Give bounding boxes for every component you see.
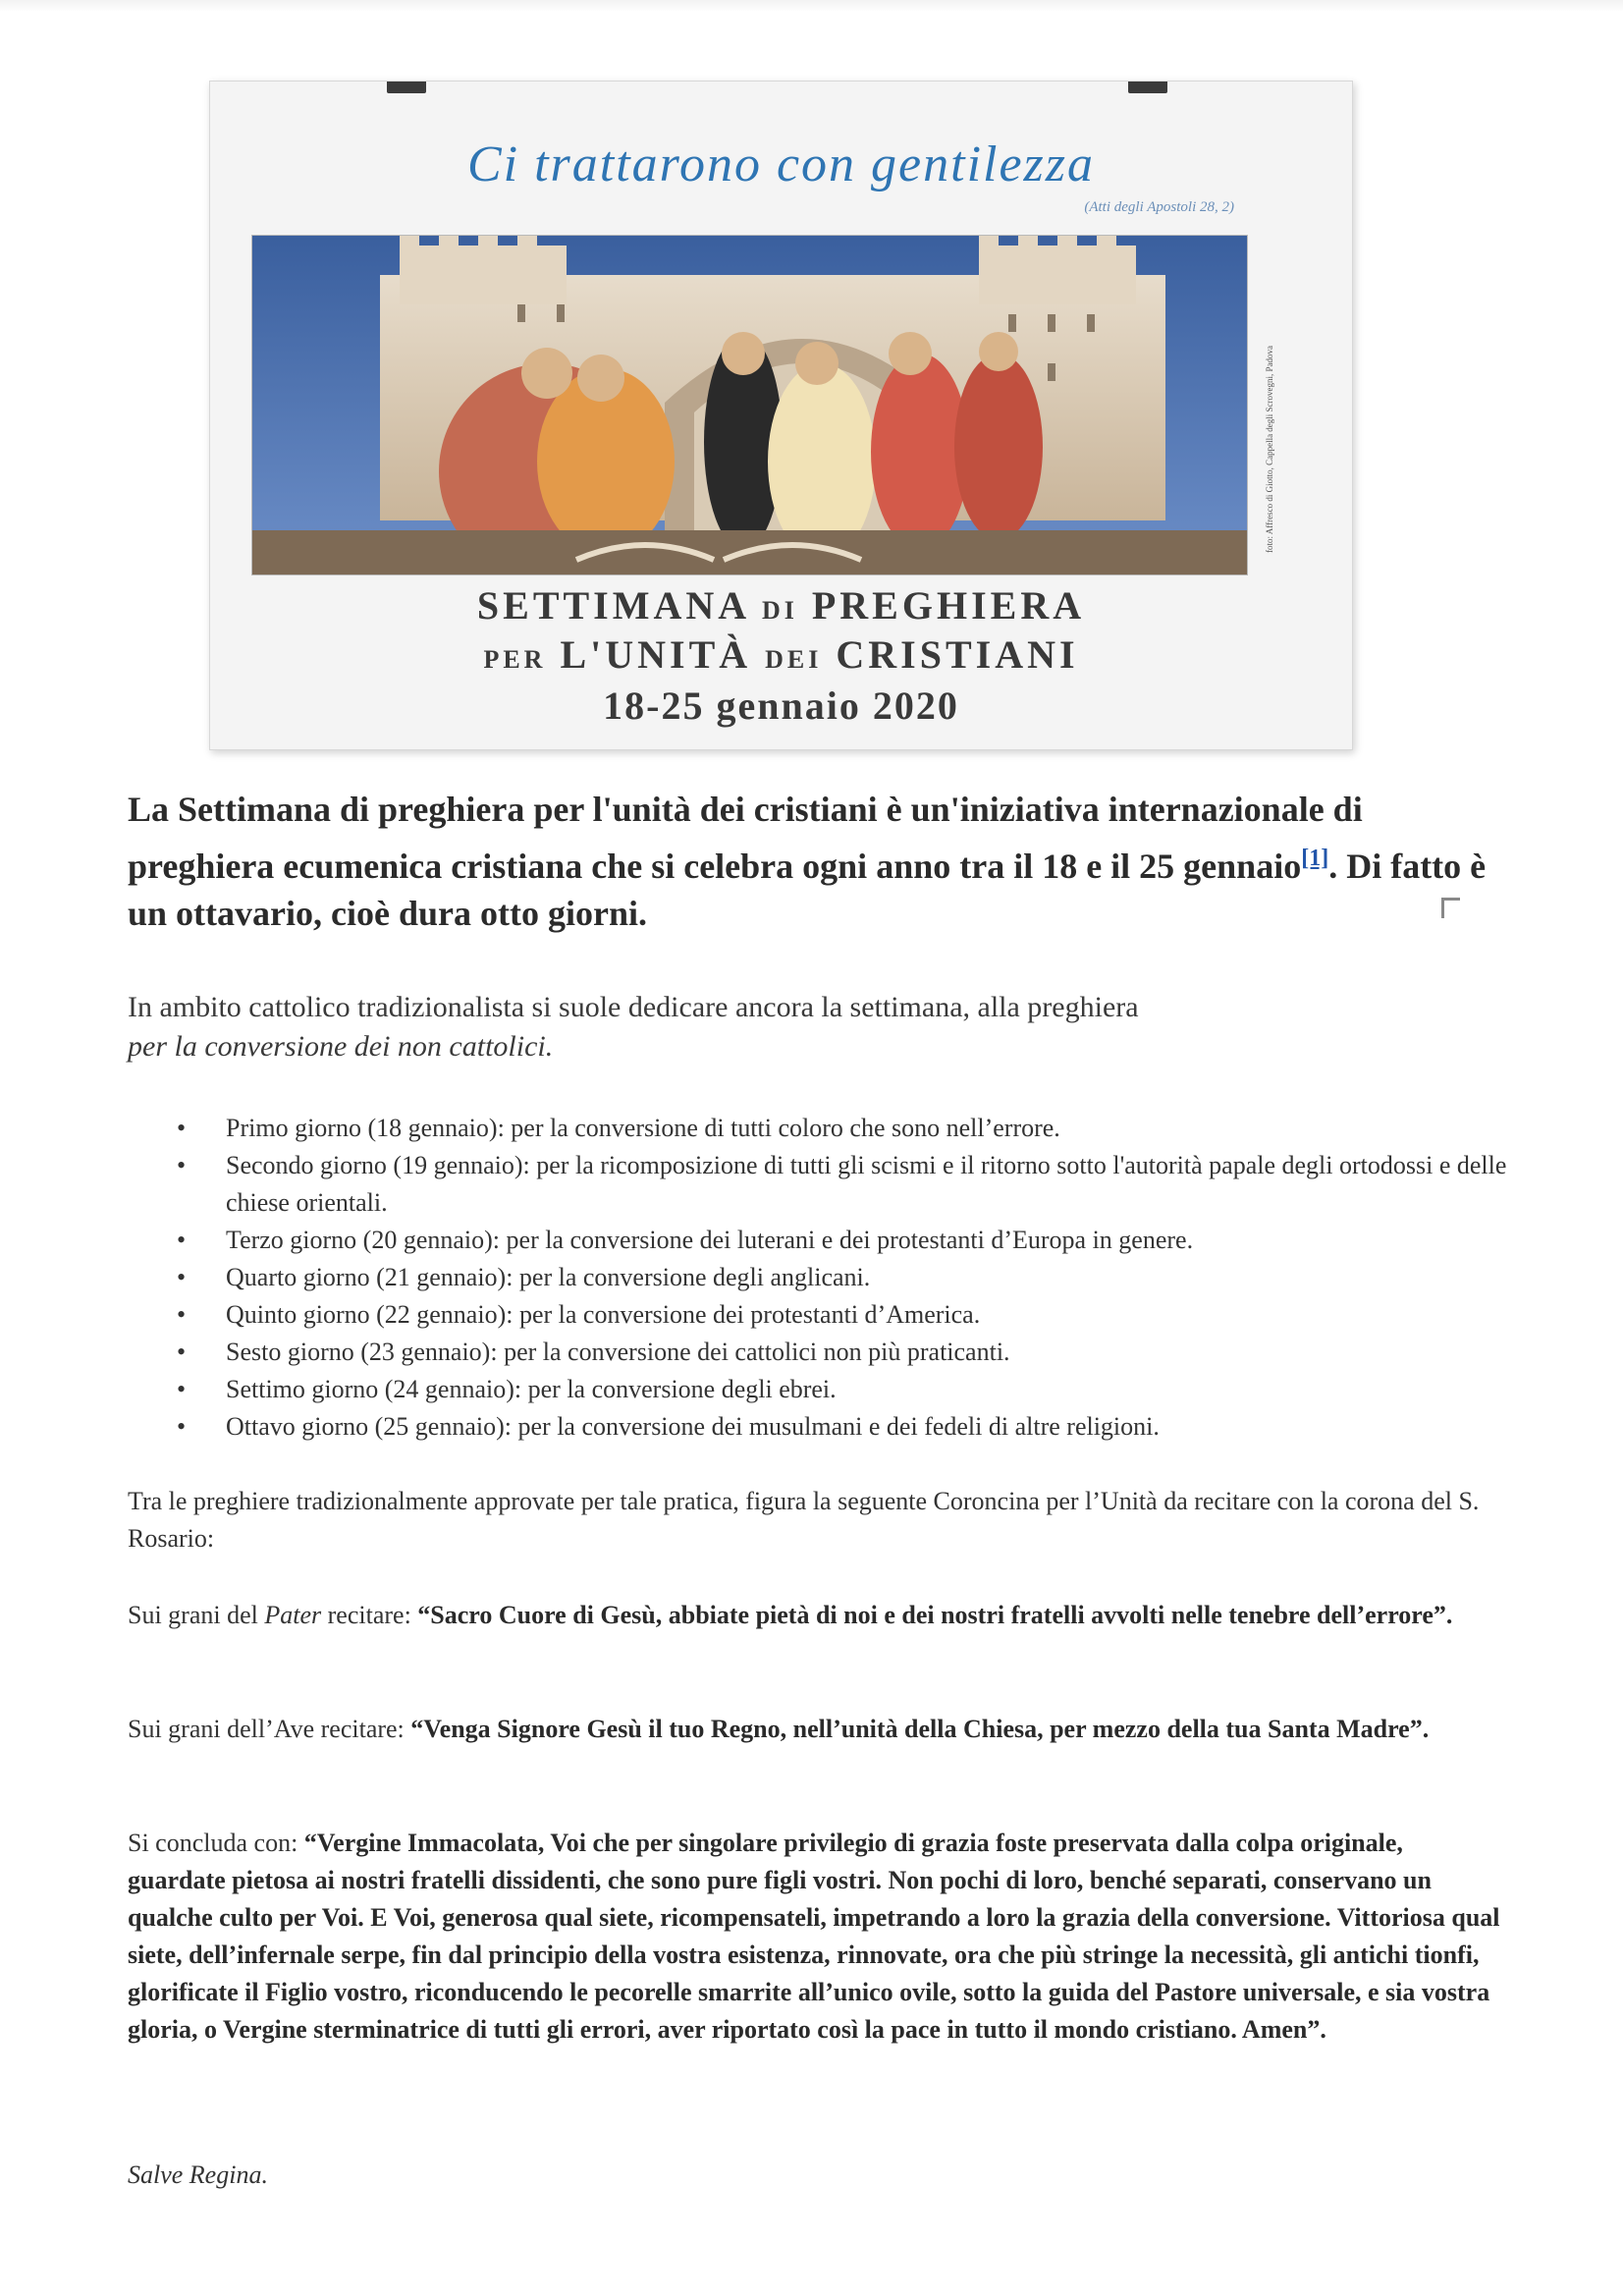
closing-lead: Si concluda con: (128, 1829, 304, 1857)
binder-clip-right-icon (1128, 81, 1167, 93)
pater-prayer: “Sacro Cuore di Gesù, abbiate pietà di noi e dei nostri fratelli avvolti nelle tenebre dell’errore”. (417, 1601, 1453, 1629)
prayers-intro-paragraph: Tra le preghiere tradizionalmente approvate per tale pratica, figura la seguente Coroncina per l’Unità da recitare con la corona del S. Rosario: (128, 1487, 1480, 1553)
ave-lead: Sui grani dell’Ave recitare: (128, 1715, 411, 1743)
intro-paragraph (128, 786, 1502, 937)
closing-prayer-paragraph (128, 1825, 1502, 2049)
list-item: • Quinto giorno (22 gennaio): per la conversione dei protestanti d’America. (177, 1296, 1512, 1334)
poster-heading-word: SETTIMANA (476, 583, 748, 628)
fresco-credit: foto: Affresco di Giotto, Cappella degli Scrovegni, Padova (1265, 345, 1274, 553)
footnote-link[interactable]: [1] (1301, 846, 1329, 871)
traditional-paragraph (128, 988, 1502, 1066)
poster-heading-word: PREGHIERA (811, 583, 1086, 628)
days-list (177, 1110, 1512, 1446)
list-item: • Terzo giorno (20 gennaio): per la conversione dei luterani e dei protestanti d’Europa in genere. (177, 1222, 1512, 1259)
list-item: • Secondo giorno (19 gennaio): per la ricomposizione di tutti gli scismi e il ritorno sotto l'autorità papale degli ortodossi e delle chiese orientali. (177, 1147, 1512, 1222)
poster-heading-line1 (210, 582, 1352, 629)
page-top-edge (0, 0, 1623, 12)
ave-prayer: “Venga Signore Gesù il tuo Regno, nell’unità della Chiesa, per mezzo della tua Santa Madre”. (410, 1715, 1430, 1743)
poster-heading-word: CRISTIANI (836, 632, 1079, 677)
closing-prayer: “Vergine Immacolata, Voi che per singolare privilegio di grazia foste preservata dalla colpa originale, guardate pietosa ai nostri fratelli dissidenti, che sono pure figli vostri. Non pochi di loro, benché separati, conservano un qualche culto per Voi. E Voi, generosa qual siete, ricompensateli, impetrando a loro la grazia della conversione. Vittoriosa qual siete, dell’infernale serpe, fin dal principio della vostra esistenza, rinnovate, ora che più stringe la necessità, gli antichi tionfi, glorificate il Figlio vostro, riconducendo le pecorelle smarrite all’unico ovile, sotto la guida del Pastore universale, e sia vostra gloria, o Vergine sterminatrice di tutti gli errori, aver riportato così la pace in tutto il mondo cristiano. Amen”. (128, 1829, 1500, 2044)
ave-paragraph (128, 1711, 1502, 1748)
intro-text-end: . Di fatto è un ottavario, cioè dura otto giorni. (128, 847, 1487, 933)
salve-regina: Salve Regina. (128, 2160, 268, 2189)
pater-lead-end: recitare: (321, 1601, 418, 1629)
list-item: • Primo giorno (18 gennaio): per la conversione di tutti coloro che sono nell’errore. (177, 1110, 1512, 1147)
list-item: • Sesto giorno (23 gennaio): per la conversione dei cattolici non più praticanti. (177, 1334, 1512, 1371)
poster-heading-line2 (210, 631, 1352, 678)
traditional-text: In ambito cattolico tradizionalista si suole dedicare ancora la settimana, alla preghiera (128, 991, 1139, 1023)
list-item: • Ottavo giorno (25 gennaio): per la conversione dei musulmani e dei fedeli di altre religioni. (177, 1408, 1512, 1446)
fresco-image (251, 235, 1248, 575)
pater-lead: Sui grani del (128, 1601, 265, 1629)
poster-heading-word: DEI (765, 645, 823, 674)
intro-text: La Settimana di preghiera per l'unità dei cristiani è un'iniziativa internazionale di preghiera ecumenica cristiana che si celebra ogni anno tra il 18 e il 25 gennaio (128, 790, 1363, 886)
corner-mark-icon (1441, 898, 1460, 918)
pater-word: Pater (264, 1601, 322, 1629)
binder-clip-left-icon (387, 81, 426, 93)
poster-heading-word: DI (761, 596, 798, 625)
poster (209, 81, 1353, 750)
poster-citation: (Atti degli Apostoli 28, 2) (1084, 199, 1234, 215)
traditional-text-italic: per la conversione dei non cattolici. (128, 1030, 554, 1063)
poster-title: Ci trattarono con gentilezza (466, 137, 1096, 192)
list-item: • Quarto giorno (21 gennaio): per la conversione degli anglicani. (177, 1259, 1512, 1296)
list-item: • Settimo giorno (24 gennaio): per la conversione degli ebrei. (177, 1371, 1512, 1408)
poster-heading-word: PER (483, 645, 547, 674)
poster-heading-word: L'UNITÀ (560, 632, 752, 677)
poster-dates: 18-25 gennaio 2020 (603, 683, 959, 728)
pater-paragraph (128, 1597, 1502, 1634)
